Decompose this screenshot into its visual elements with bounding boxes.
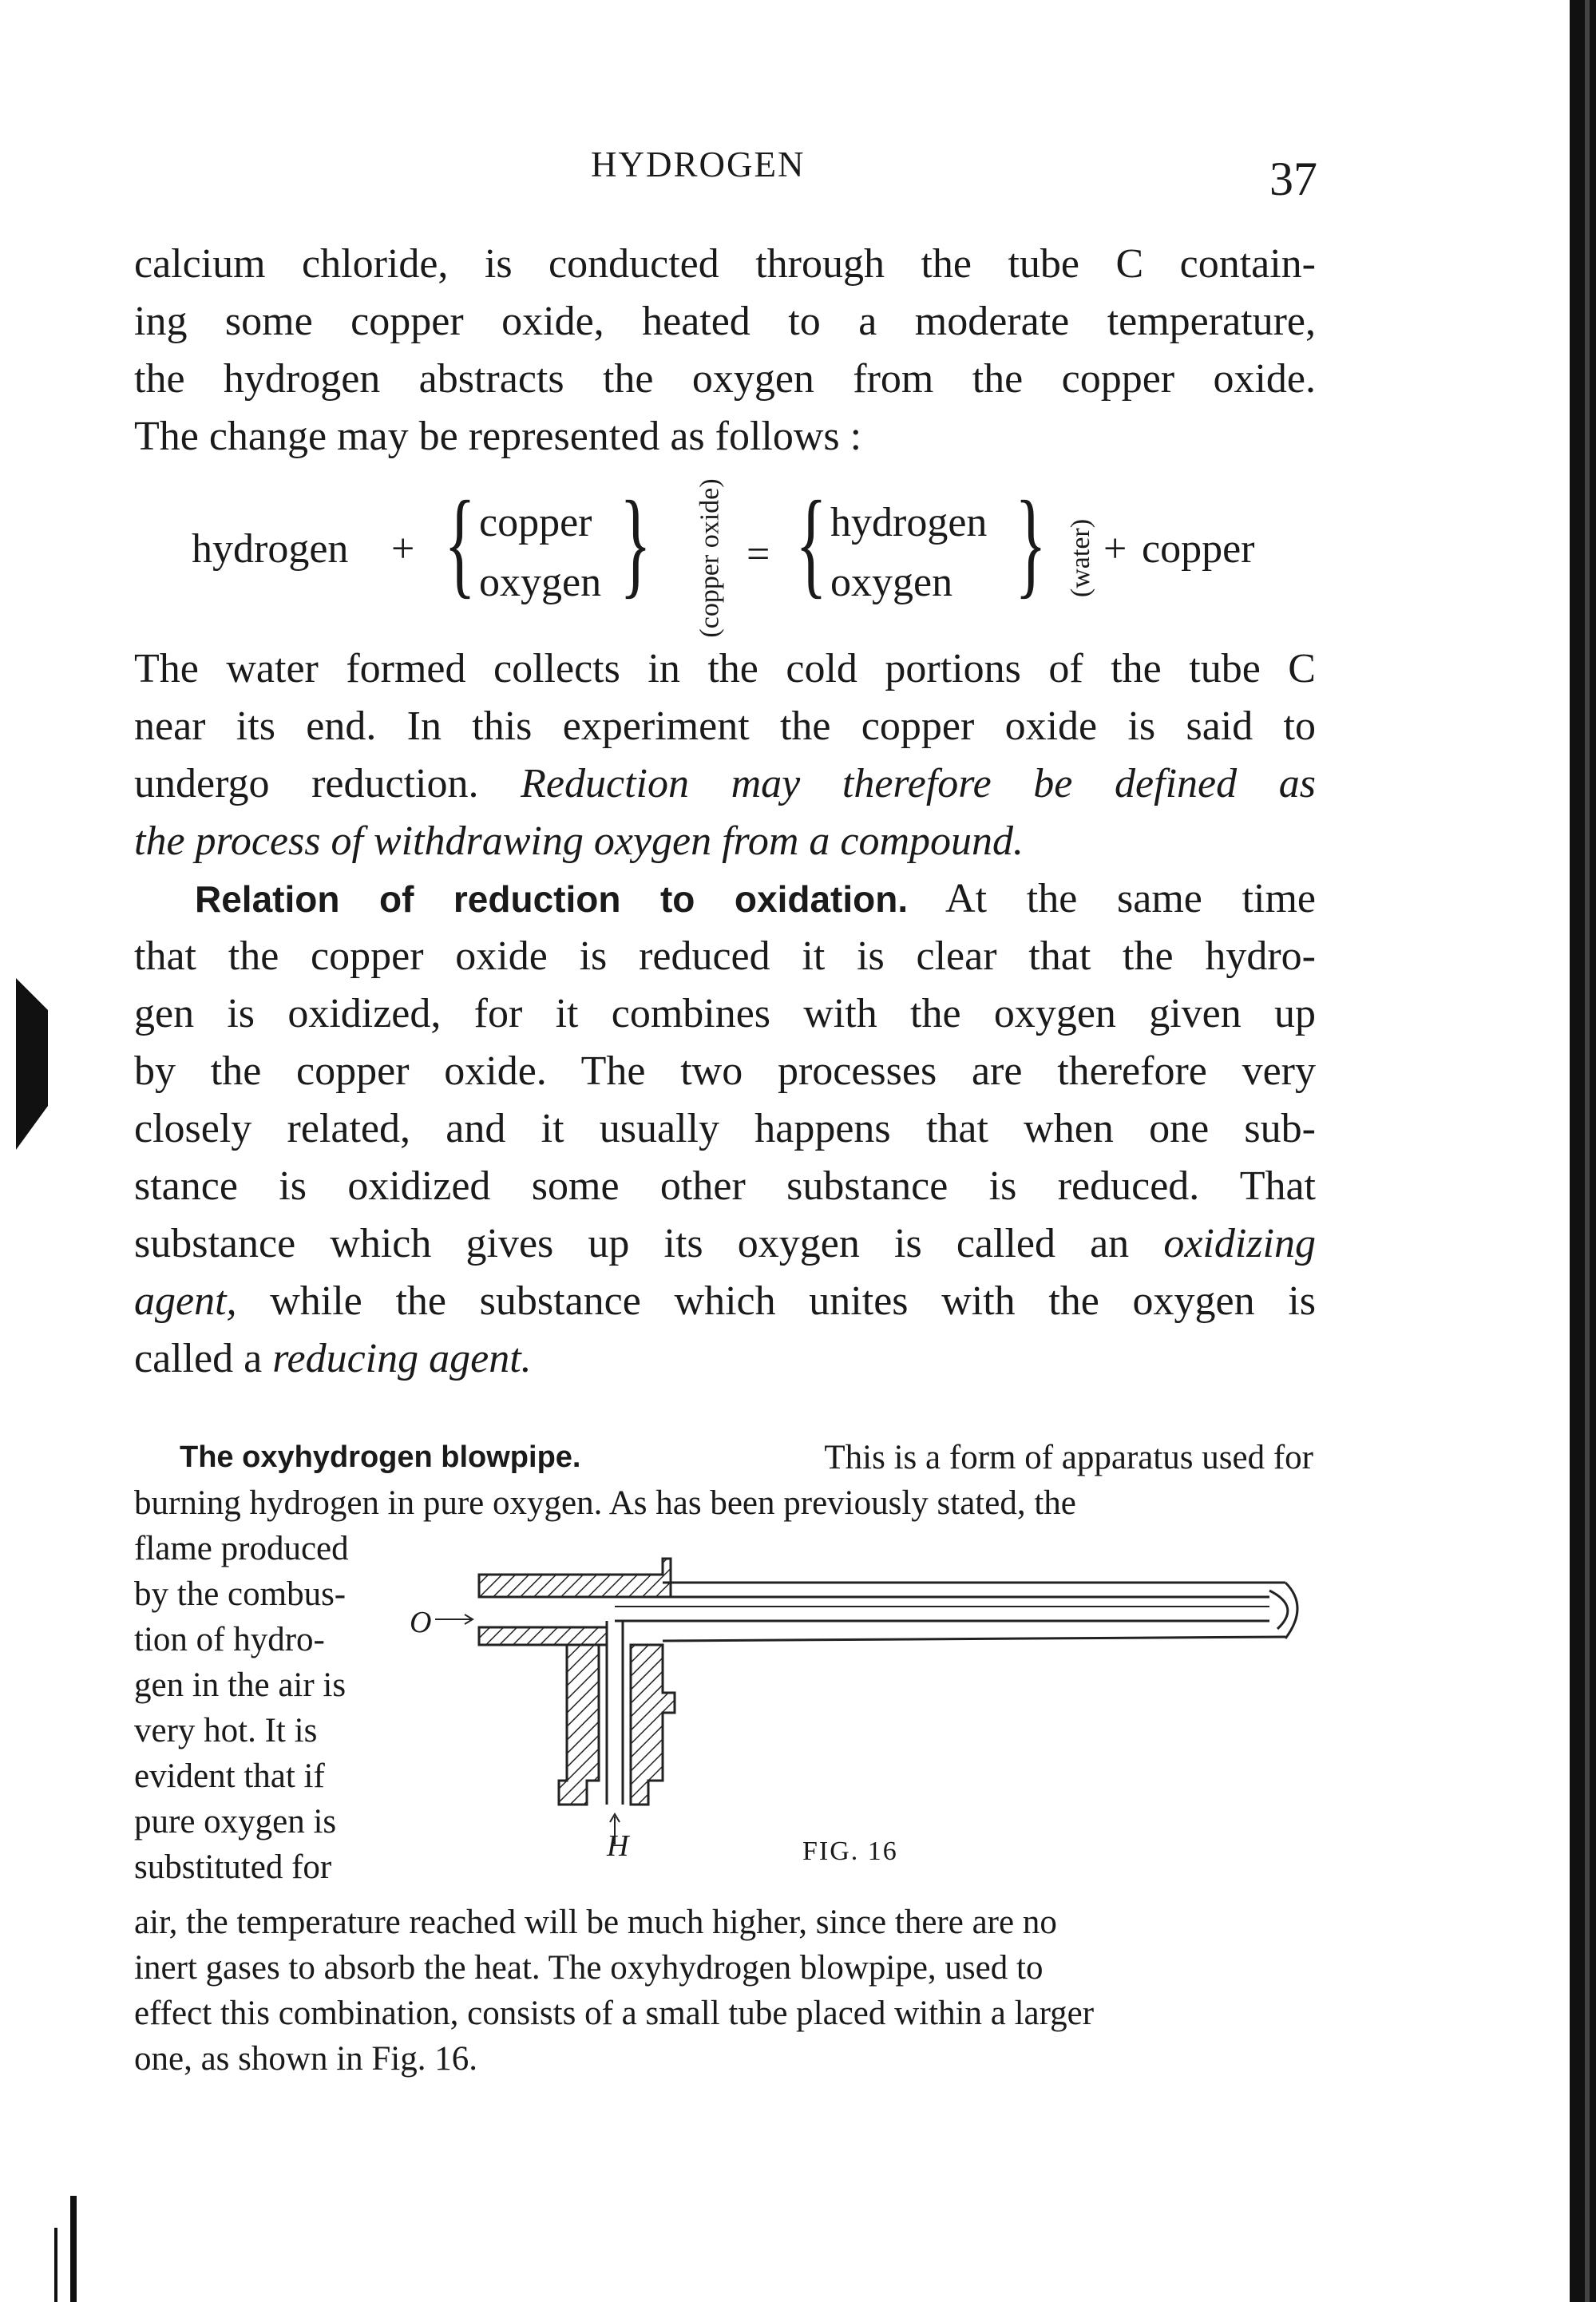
text-line: that the copper oxide is reduced it is clear that the hydro- [134, 933, 1316, 979]
text-line: air, the temperature reached will be much higher, since there are no [134, 1904, 1057, 1941]
text-line: gen in the air is [134, 1666, 347, 1704]
text-line [134, 870, 1316, 928]
text-span: At the same time [945, 876, 1317, 921]
italic-span: Reduction may therefore be defined as [521, 761, 1316, 806]
text-line [134, 755, 1316, 813]
text-span: substance which gives up its oxygen is called an [134, 1221, 1130, 1266]
text-line: very hot. It is [134, 1712, 318, 1749]
water-label: (water) [1066, 518, 1096, 598]
text-line: flame produced [134, 1530, 349, 1567]
copper-oxide-label: (copper oxide) [695, 478, 725, 638]
page-edge-shadow [1570, 0, 1596, 2302]
page-number: 37 [1269, 153, 1317, 205]
paragraph-2 [134, 640, 1316, 870]
text-line: one, as shown in Fig. 16. [134, 2040, 477, 2078]
paragraph-4-top [180, 1435, 1313, 1480]
text-line [134, 1330, 1316, 1388]
right-brace: } [620, 477, 651, 609]
nozzle-tip [1269, 1591, 1288, 1629]
eq-oxygen-2: oxygen [830, 560, 953, 605]
text-line: substituted for [134, 1848, 332, 1886]
text-line: by the copper oxide. The two processes are therefore very [134, 1048, 1316, 1094]
text-line: evident that if [134, 1757, 325, 1795]
italic-span: oxidizing [1163, 1221, 1316, 1266]
text-span: called a [134, 1336, 263, 1381]
eq-hydrogen-2: hydrogen [830, 500, 988, 545]
label-h: H [607, 1829, 629, 1863]
italic-span: reducing agent. [272, 1336, 532, 1381]
label-o: O [410, 1606, 432, 1639]
section-lead: Relation of reduction to oxidation. [195, 878, 909, 920]
text-line: calcium chloride, is conducted through the tube C contain- [134, 241, 1316, 287]
text-line: inert gases to absorb the heat. The oxyhydrogen blowpipe, used to [134, 1949, 1044, 1987]
paragraph-4-line2 [134, 1480, 1313, 1526]
text-line: tion of hydro- [134, 1621, 325, 1658]
text-line [134, 813, 1316, 870]
eq-plus-2: + [1103, 526, 1127, 572]
eq-oxygen: oxygen [479, 560, 602, 605]
text-line: closely related, and it usually happens that when one sub- [134, 1106, 1316, 1151]
text-span: undergo reduction. [134, 761, 479, 806]
outer-tube-line [663, 1637, 1285, 1641]
text-line: pure oxygen is [134, 1803, 337, 1840]
margin-tick [54, 2228, 57, 2302]
margin-mark [12, 978, 52, 1154]
tube-wall-top [479, 1559, 671, 1597]
left-brace: { [795, 477, 827, 609]
page-edge-line [1585, 0, 1590, 2302]
text-line: by the combus- [134, 1575, 347, 1613]
text-line [134, 1215, 1316, 1273]
h-inlet-right-wall [631, 1645, 675, 1805]
text-line: The change may be represented as follows : [134, 414, 862, 459]
blowpipe-figure [399, 1541, 1325, 1884]
text-line: stance is oxidized some other substance is reduced. That [134, 1163, 1316, 1209]
text-span: This is a form of apparatus used for [824, 1439, 1313, 1476]
text-line: near its end. In this experiment the copper oxide is said to [134, 703, 1316, 749]
paragraph-3 [134, 870, 1316, 1388]
text-line: gen is oxidized, for it combines with the oxygen given up [134, 991, 1316, 1036]
text-span: while the substance which unites with the oxygen is [270, 1278, 1317, 1324]
left-brace: { [444, 477, 476, 609]
eq-hydrogen: hydrogen [192, 526, 349, 572]
text-line [180, 1435, 1313, 1480]
running-header: HYDROGEN [591, 145, 806, 184]
paragraph-4-narrow [134, 1526, 398, 1890]
paragraph-1 [134, 236, 1316, 466]
text-line: effect this combination, consists of a small tube placed within a larger [134, 1995, 1095, 2032]
h-inlet-left-wall [559, 1645, 599, 1805]
eq-plus: + [391, 526, 415, 572]
section-lead: The oxyhydrogen blowpipe. [180, 1440, 581, 1474]
eq-equals: = [747, 532, 770, 577]
paragraph-4-bottom [134, 1900, 1313, 2082]
tube-wall-bottom [479, 1627, 607, 1645]
eq-copper: copper [479, 500, 592, 545]
figure-caption: FIG. 16 [802, 1836, 898, 1866]
text-line: ing some copper oxide, heated to a moderate temperature, [134, 299, 1316, 344]
text-line [134, 1273, 1316, 1330]
eq-copper-2: copper [1142, 526, 1255, 572]
right-brace: } [1015, 477, 1047, 609]
italic-span: the process of withdrawing oxygen from a compound. [134, 818, 1024, 864]
italic-span: agent, [134, 1278, 237, 1324]
text-line: The water formed collects in the cold portions of the tube C [134, 646, 1316, 691]
margin-tick [70, 2196, 77, 2302]
text-line: burning hydrogen in pure oxygen. As has been previously stated, the [134, 1484, 1076, 1522]
text-line: the hydrogen abstracts the oxygen from the copper oxide. [134, 356, 1316, 402]
